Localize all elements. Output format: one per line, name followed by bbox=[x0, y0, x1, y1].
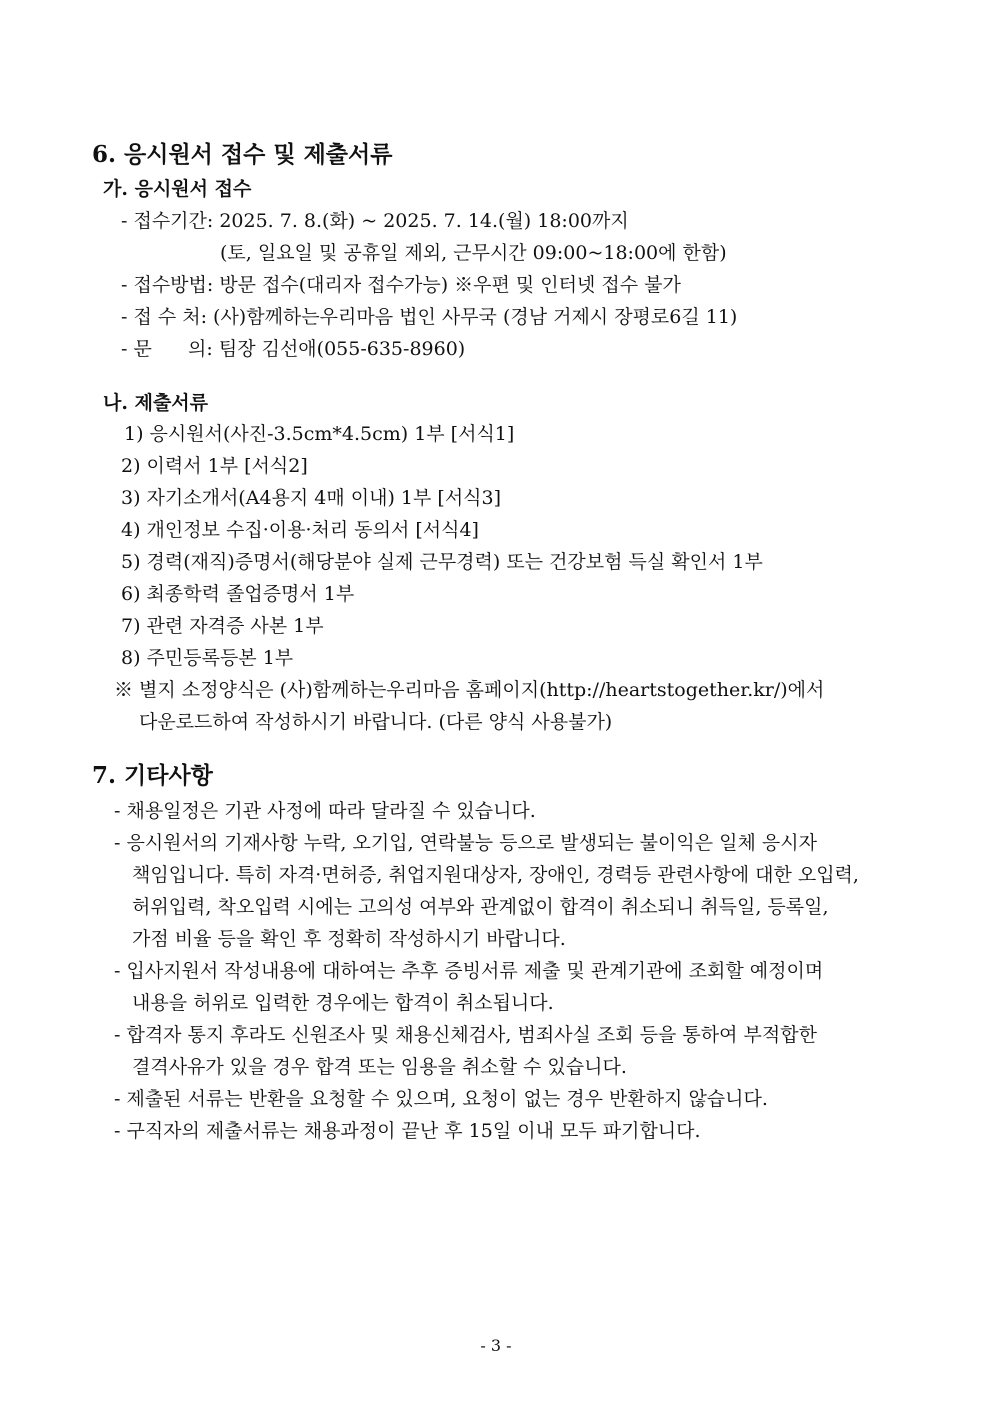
document-item: 5) 경력(재직)증명서(해당분야 실제 근무경력) 또는 건강보험 득실 확인서 1부 bbox=[121, 551, 763, 573]
application-contact: - 문 의: 팀장 김선애(055-635-8960) bbox=[121, 338, 466, 360]
misc-line: 허위입력, 착오입력 시에는 고의성 여부와 관계없이 합격이 취소되니 취득일, 등록일, bbox=[132, 896, 829, 918]
application-period: - 접수기간: 2025. 7. 8.(화) ~ 2025. 7. 14.(월) 18:00까지 bbox=[121, 210, 629, 232]
form-download-note-cont: 다운로드하여 작성하시기 바랍니다. (다른 양식 사용불가) bbox=[139, 711, 613, 733]
misc-line: - 합격자 통지 후라도 신원조사 및 채용신체검사, 범죄사실 조회 등을 통하여 부적합한 bbox=[114, 1024, 817, 1046]
document-item: 3) 자기소개서(A4용지 4매 이내) 1부 [서식3] bbox=[121, 487, 502, 509]
misc-line: - 입사지원서 작성내용에 대하여는 추후 증빙서류 제출 및 관계기관에 조회할 예정이며 bbox=[114, 960, 824, 982]
form-download-note: ※ 별지 소정양식은 (사)함께하는우리마음 홈페이지(http://heartstogether.kr/)에서 bbox=[114, 679, 825, 701]
section-6a-heading: 가. 응시원서 접수 bbox=[103, 178, 252, 200]
misc-line: - 구직자의 제출서류는 채용과정이 끝난 후 15일 이내 모두 파기합니다. bbox=[114, 1120, 701, 1142]
misc-line: 책임입니다. 특히 자격·면허증, 취업지원대상자, 장애인, 경력등 관련사항에 대한 오입력, bbox=[132, 864, 859, 886]
document-item: 2) 이력서 1부 [서식2] bbox=[121, 455, 308, 477]
misc-line: 결격사유가 있을 경우 합격 또는 임용을 취소할 수 있습니다. bbox=[132, 1056, 627, 1078]
section-6b-heading: 나. 제출서류 bbox=[103, 392, 208, 414]
document-item: 6) 최종학력 졸업증명서 1부 bbox=[121, 583, 355, 605]
document-item: 8) 주민등록등본 1부 bbox=[121, 647, 294, 669]
misc-line: - 제출된 서류는 반환을 요청할 수 있으며, 요청이 없는 경우 반환하지 않습니다. bbox=[114, 1088, 768, 1110]
misc-line: 내용을 허위로 입력한 경우에는 합격이 취소됩니다. bbox=[132, 992, 554, 1014]
misc-line: - 채용일정은 기관 사정에 따라 달라질 수 있습니다. bbox=[114, 800, 536, 822]
document-item: 4) 개인정보 수집·이용·처리 동의서 [서식4] bbox=[121, 519, 479, 541]
misc-line: - 응시원서의 기재사항 누락, 오기입, 연락불능 등으로 발생되는 불이익은 일체 응시자 bbox=[114, 832, 817, 854]
application-place: - 접 수 처: (사)함께하는우리마음 법인 사무국 (경남 거제시 장평로6길 11) bbox=[121, 306, 738, 328]
misc-line: 가점 비율 등을 확인 후 정확히 작성하시기 바랍니다. bbox=[132, 928, 566, 950]
section-6-heading: 6. 응시원서 접수 및 제출서류 bbox=[92, 141, 393, 168]
section-7-heading: 7. 기타사항 bbox=[92, 762, 213, 789]
application-period-note: (토, 일요일 및 공휴일 제외, 근무시간 09:00~18:00에 한함) bbox=[220, 242, 727, 264]
application-method: - 접수방법: 방문 접수(대리자 접수가능) ※우편 및 인터넷 접수 불가 bbox=[121, 274, 681, 296]
document-item: 7) 관련 자격증 사본 1부 bbox=[121, 615, 324, 637]
document-item: 1) 응시원서(사진-3.5cm*4.5cm) 1부 [서식1] bbox=[124, 423, 515, 445]
page-number: - 3 - bbox=[480, 1336, 512, 1355]
